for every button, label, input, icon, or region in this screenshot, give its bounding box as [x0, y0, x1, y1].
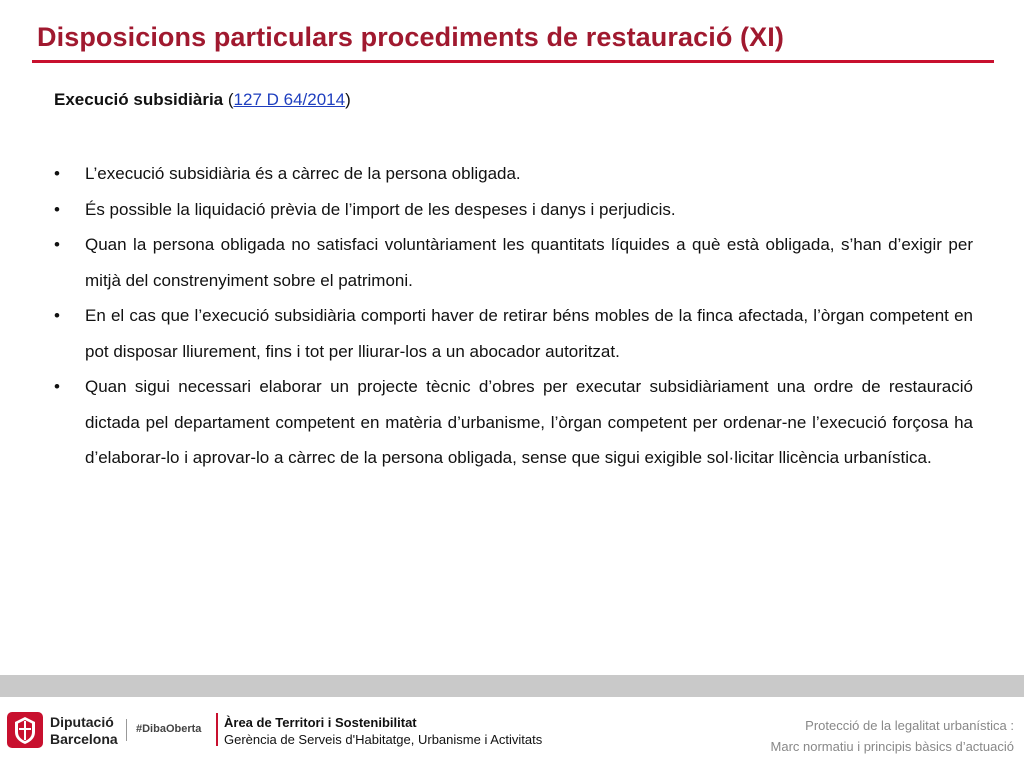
bullet-dot: • — [54, 377, 60, 396]
bullet-dot: • — [54, 199, 60, 219]
area-title: Àrea de Territori i Sostenibilitat — [224, 715, 417, 730]
bullet-dot: • — [54, 164, 60, 183]
decree-link[interactable]: 127 D 64/2014 — [233, 90, 346, 109]
topic-line-1: Protecció de la legalitat urbanística : — [805, 718, 1014, 733]
bullet-item — [54, 192, 973, 228]
title-divider — [32, 60, 994, 63]
bullet-text: És possible la liquidació prèvia de l’import de les despeses i danys i perjudicis. — [85, 199, 676, 219]
bullet-text: L’execució subsidiària és a càrrec de la persona obligada. — [85, 164, 521, 183]
diputacio-logo — [6, 711, 122, 751]
bullet-text: Quan sigui necessari elaborar un projecte tècnic d’obres per executar subsidiàriament una ordre de restauració dictada pel departament competent en matèria d’urbanisme, l’òrgan competent per ordenar-ne l’execució forçosa ha d’elaborar-lo i aprovar-lo a càrrec de la persona obligada, sense que sigui exigible sol·licitar llicència urbanística. — [85, 377, 973, 467]
bullet-text: En el cas que l’execució subsidiària comporti haver de retirar béns mobles de la finca afectada, l’òrgan competent en pot disposar lliurement, fins i tot per lliurar-los a un abocador autoritzat. — [85, 306, 973, 361]
logo-line-2: Barcelona — [50, 731, 118, 747]
bullet-list — [54, 156, 973, 476]
logo-wordmark — [50, 714, 118, 748]
diputacio-crest-icon — [6, 711, 44, 749]
logo-line-1: Diputació — [50, 714, 114, 730]
hashtag: #DibaOberta — [136, 723, 202, 735]
subheading-open-paren: ( — [223, 90, 234, 109]
footer — [0, 697, 1024, 768]
footer-band — [0, 675, 1024, 697]
subheading-label: Execució subsidiària — [54, 90, 224, 109]
subheading-close-paren: ) — [345, 90, 351, 109]
footer-accent-separator — [216, 713, 218, 746]
bullet-item — [54, 227, 973, 298]
bullet-text: Quan la persona obligada no satisfaci voluntàriament les quantitats líquides a què està obligada, s’han d’exigir per mitjà del constrenyiment sobre el patrimoni. — [85, 235, 973, 290]
bullet-item — [54, 298, 973, 369]
department-info — [224, 714, 542, 748]
bullet-item — [54, 156, 973, 192]
bullet-dot: • — [54, 306, 60, 325]
topic-line-2: Marc normatiu i principis bàsics d’actuació — [770, 739, 1014, 754]
area-subtitle: Gerència de Serveis d'Habitatge, Urbanisme i Activitats — [224, 732, 543, 747]
subheading — [54, 90, 351, 110]
slide-title: Disposicions particulars procediments de restauració (XI) — [37, 22, 784, 52]
presentation-topic — [771, 715, 1014, 757]
bullet-item — [54, 369, 973, 476]
bullet-dot: • — [54, 235, 60, 254]
footer-separator — [126, 719, 127, 741]
